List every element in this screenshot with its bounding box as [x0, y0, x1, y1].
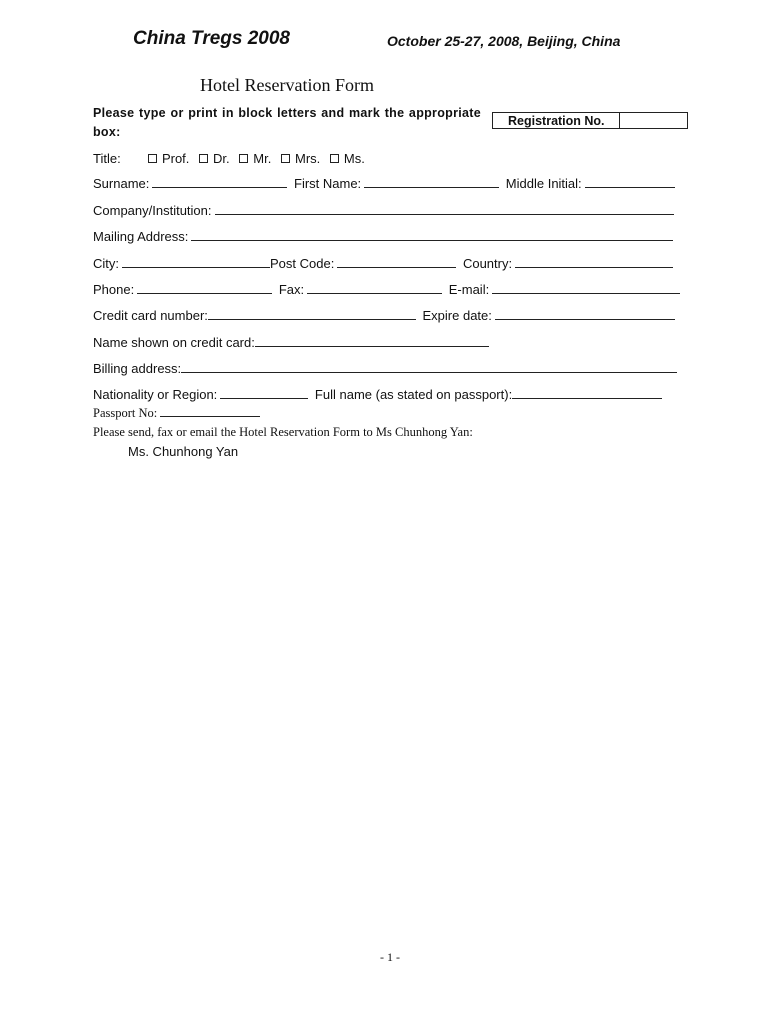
city-field[interactable] — [122, 266, 270, 268]
passport-row — [93, 406, 263, 421]
option-mrs: Mrs. — [294, 151, 321, 166]
first-name-label: First Name: — [294, 176, 362, 191]
checkbox-ms[interactable] — [330, 154, 339, 163]
phone-row — [93, 282, 683, 297]
email-field[interactable] — [492, 292, 680, 294]
expire-field[interactable] — [495, 318, 675, 320]
expire-label: Expire date: — [422, 308, 492, 323]
post-code-label: Post Code: — [270, 256, 335, 271]
title-row — [93, 151, 365, 166]
send-note: Please send, fax or email the Hotel Reservation Form to Ms Chunhong Yan: — [93, 425, 473, 439]
checkbox-dr[interactable] — [199, 154, 208, 163]
middle-initial-field[interactable] — [585, 186, 675, 188]
nationality-row — [93, 387, 665, 402]
credit-card-field[interactable] — [208, 318, 416, 320]
registration-cell[interactable] — [619, 113, 620, 128]
surname-label: Surname: — [93, 176, 150, 191]
mailing-field[interactable] — [191, 239, 673, 241]
full-name-field[interactable] — [512, 397, 662, 399]
phone-field[interactable] — [137, 292, 272, 294]
fax-field[interactable] — [307, 292, 442, 294]
option-ms: Ms. — [343, 151, 365, 166]
passport-field[interactable] — [160, 415, 260, 417]
name-on-card-field[interactable] — [255, 345, 489, 347]
country-field[interactable] — [515, 266, 673, 268]
option-dr: Dr. — [213, 151, 230, 166]
city-row — [93, 256, 676, 271]
city-label: City: — [93, 256, 119, 271]
checkbox-mr[interactable] — [239, 154, 248, 163]
checkbox-mrs[interactable] — [281, 154, 290, 163]
mailing-label: Mailing Address: — [93, 229, 189, 244]
billing-label: Billing address: — [93, 361, 182, 376]
surname-row — [93, 176, 678, 191]
middle-initial-label: Middle Initial: — [505, 176, 582, 191]
surname-field[interactable] — [152, 186, 287, 188]
nationality-field[interactable] — [220, 397, 308, 399]
credit-card-label: Credit card number: — [93, 308, 208, 323]
fax-label: Fax: — [278, 282, 305, 297]
first-name-field[interactable] — [364, 186, 499, 188]
country-label: Country: — [462, 256, 513, 271]
company-row — [93, 203, 677, 218]
credit-card-row — [93, 308, 678, 323]
option-prof: Prof. — [161, 151, 190, 166]
name-on-card-label: Name shown on credit card: — [93, 335, 255, 350]
event-title: China Tregs 2008 — [133, 28, 291, 49]
email-label: E-mail: — [448, 282, 490, 297]
company-field[interactable] — [215, 213, 674, 215]
form-title: Hotel Reservation Form — [200, 75, 374, 95]
company-label: Company/Institution: — [93, 203, 212, 218]
passport-label: Passport No: — [93, 406, 158, 420]
phone-label: Phone: — [93, 282, 135, 297]
nationality-label: Nationality or Region: — [93, 387, 218, 402]
mailing-row — [93, 229, 676, 244]
full-name-label: Full name (as stated on passport): — [314, 387, 513, 402]
name-on-card-row — [93, 335, 492, 350]
post-code-field[interactable] — [337, 266, 456, 268]
instructions: Please type or print in block letters and mark the appropriate box: — [93, 106, 481, 139]
billing-row — [93, 361, 680, 376]
title-label: Title: — [93, 151, 121, 166]
event-dates: October 25-27, 2008, Beijing, China — [387, 33, 621, 49]
contact-name: Ms. Chunhong Yan — [128, 444, 239, 459]
registration-box[interactable] — [492, 112, 688, 129]
registration-label: Registration No. — [508, 114, 605, 128]
checkbox-prof[interactable] — [148, 154, 157, 163]
billing-field[interactable] — [181, 371, 677, 373]
option-mr: Mr. — [253, 151, 272, 166]
page-number: - 1 - — [380, 950, 400, 964]
